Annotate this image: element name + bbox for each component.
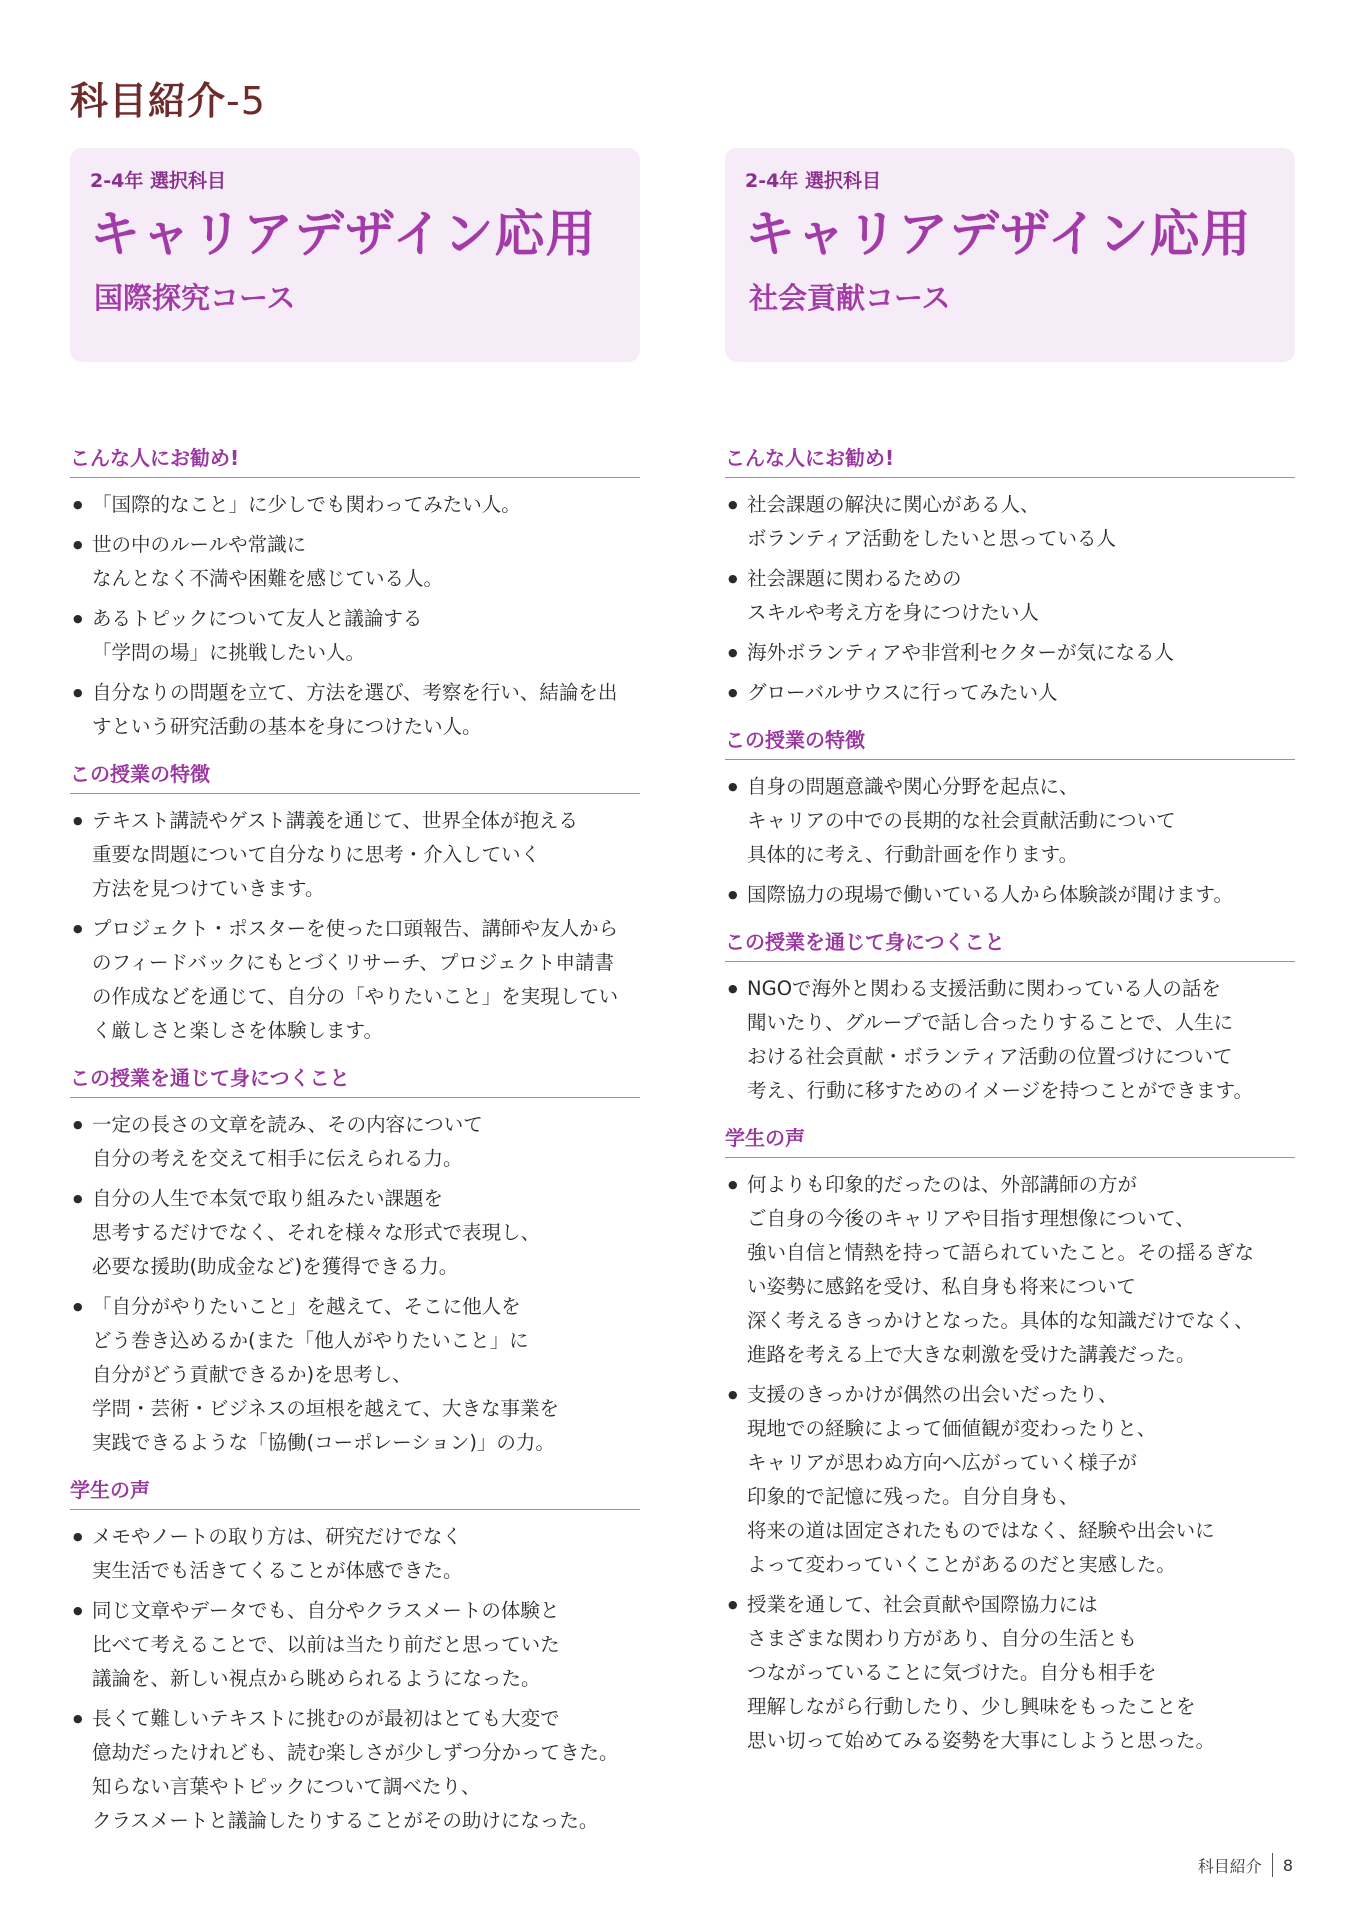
course-title: キャリアデザイン応用 <box>90 205 597 263</box>
page-title-text: 科目紹介 <box>70 79 227 123</box>
course-header-box <box>725 148 1295 362</box>
bullet-list <box>725 770 1295 912</box>
list-item-line: 億劫だったけれども、読む楽しさが少しずつ分かってきた。 <box>92 1741 619 1764</box>
footer-divider <box>1272 1853 1273 1877</box>
list-item-line: 思考するだけでなく、それを様々な形式で表現し、 <box>92 1221 541 1244</box>
list-item <box>725 1378 1295 1582</box>
page-footer <box>1198 1853 1293 1877</box>
list-item-line: ● 同じ文章やデータでも、自分やクラスメートの体験と <box>92 1599 560 1622</box>
list-item-line: ボランティア活動をしたいと思っている人 <box>747 527 1116 550</box>
list-item-line: ● 自分の人生で本気で取り組みたい課題を <box>92 1187 444 1210</box>
list-item-line: 現地での経験によって価値観が変わったりと、 <box>747 1417 1157 1440</box>
list-item <box>70 602 640 670</box>
page-title-number: -5 <box>226 79 266 123</box>
section-heading: この授業の特徴 <box>725 724 1295 760</box>
list-item-line: おける社会貢献・ボランティア活動の位置づけについて <box>747 1045 1233 1068</box>
bullet-list <box>70 1108 640 1460</box>
list-item-line: ● メモやノートの取り方は、研究だけでなく <box>92 1525 462 1548</box>
list-item <box>725 562 1295 630</box>
list-item-line: クラスメートと議論したりすることがその助けになった。 <box>92 1809 599 1832</box>
list-item-line: さまざまな関わり方があり、自分の生活とも <box>747 1627 1138 1650</box>
section-heading: この授業の特徴 <box>70 758 640 794</box>
list-item <box>725 1588 1295 1758</box>
list-item <box>70 1520 640 1588</box>
list-item <box>725 488 1295 556</box>
list-item <box>725 676 1295 710</box>
list-item-line: ● 自身の問題意識や関心分野を起点に、 <box>747 775 1079 798</box>
list-item-line: スキルや考え方を身につけたい人 <box>747 601 1039 624</box>
section-heading: こんな人にお勧め! <box>725 442 1295 478</box>
list-item-line: ● 授業を通して、社会貢献や国際協力には <box>747 1593 1098 1616</box>
course-sections <box>725 442 1295 1758</box>
list-item-line: ● プロジェクト・ポスターを使った口頭報告、講師や友人から <box>92 917 619 940</box>
section-heading: この授業を通じて身につくこと <box>725 926 1295 962</box>
list-item <box>70 1594 640 1696</box>
list-item-line: い姿勢に感銘を受け、私自身も将来について <box>747 1275 1136 1298</box>
list-item-line: 方法を見つけていきます。 <box>92 877 325 900</box>
list-item-line: ● あるトピックについて友人と議論する <box>92 607 423 630</box>
list-item <box>725 972 1295 1108</box>
list-item-line: ご自身の今後のキャリアや目指す理想像について、 <box>747 1207 1195 1230</box>
list-item-line: 理解しながら行動したり、少し興味をもったことを <box>747 1695 1196 1718</box>
list-item-line: 具体的に考え、行動計画を作ります。 <box>747 843 1079 866</box>
section-heading: この授業を通じて身につくこと <box>70 1062 640 1098</box>
list-item <box>725 1168 1295 1372</box>
list-item-line: 自分の考えを交えて相手に伝えられる力。 <box>92 1147 463 1170</box>
list-item-line: 知らない言葉やトピックについて調べたり、 <box>92 1775 481 1798</box>
course-header-box <box>70 148 640 362</box>
list-item-line: なんとなく不満や困難を感じている人。 <box>92 567 444 590</box>
list-item-line: 必要な援助(助成金など)を獲得できる力。 <box>92 1255 459 1278</box>
section-heading: こんな人にお勧め! <box>70 442 640 478</box>
list-item-line: ● 海外ボランティアや非営利セクターが気になる人 <box>747 641 1175 664</box>
page-title <box>70 70 266 125</box>
list-item-line: 進路を考える上で大きな刺激を受けた講義だった。 <box>747 1343 1196 1366</box>
section-heading: 学生の声 <box>725 1122 1295 1158</box>
list-item <box>70 1182 640 1284</box>
page-number: 8 <box>1282 1855 1293 1875</box>
list-item-line: すという研究活動の基本を身につけたい人。 <box>92 715 482 738</box>
list-item-line: よって変わっていくことがあるのだと実感した。 <box>747 1553 1176 1576</box>
list-item-line: 聞いたり、グループで話し合ったりすることで、人生に <box>747 1011 1234 1034</box>
course-subtitle: 国際探究コース <box>94 281 296 315</box>
list-item-line: 重要な問題について自分なりに思考・介入していく <box>92 843 541 866</box>
list-item <box>70 488 640 522</box>
bullet-list <box>70 488 640 744</box>
list-item-line: キャリアが思わぬ方向へ広がっていく様子が <box>747 1451 1138 1474</box>
list-item-line: のフィードバックにもとづくリサーチ、プロジェクト申請書 <box>92 951 615 974</box>
bullet-list <box>725 488 1295 710</box>
course-subtitle: 社会貢献コース <box>749 281 951 315</box>
list-item-line: 「学問の場」に挑戦したい人。 <box>92 641 366 664</box>
list-item <box>70 528 640 596</box>
list-item-line: キャリアの中での長期的な社会貢献活動について <box>747 809 1176 832</box>
list-item-line: 実践できるような「協働(コーポレーション)」の力。 <box>92 1431 555 1454</box>
list-item-line: ● 支援のきっかけが偶然の出会いだったり、 <box>747 1383 1118 1406</box>
bullet-list <box>70 804 640 1048</box>
list-item-line: 深く考えるきっかけとなった。具体的な知識だけでなく、 <box>747 1309 1254 1332</box>
list-item-line: 自分がどう貢献できるか)を思考し、 <box>92 1363 412 1386</box>
list-item-line: 実生活でも活きてくることが体感できた。 <box>92 1559 463 1582</box>
section-heading: 学生の声 <box>70 1474 640 1510</box>
list-item-line: どう巻き込めるか(また「他人がやりたいこと」に <box>92 1329 529 1352</box>
list-item-line: ● 何よりも印象的だったのは、外部講師の方が <box>747 1173 1138 1196</box>
list-item <box>725 636 1295 670</box>
list-item <box>70 676 640 744</box>
course-title: キャリアデザイン応用 <box>745 205 1252 263</box>
course-year: 2-4年 選択科目 <box>745 170 881 192</box>
course-column-social <box>725 148 1295 1772</box>
list-item-line: 学問・芸術・ビジネスの垣根を越えて、大きな事業を <box>92 1397 560 1420</box>
list-item <box>70 1108 640 1176</box>
list-item-line: ● 自分なりの問題を立て、方法を選び、考察を行い、結論を出 <box>92 681 618 704</box>
course-column-international <box>70 148 640 1852</box>
course-sections <box>70 442 640 1838</box>
bullet-list <box>725 1168 1295 1758</box>
list-item-line: 考え、行動に移すためのイメージを持つことができます。 <box>747 1079 1254 1102</box>
list-item-line: ● 「自分がやりたいこと」を越えて、そこに他人を <box>92 1295 521 1318</box>
list-item <box>70 912 640 1048</box>
list-item-line: ● 社会課題に関わるための <box>747 567 962 590</box>
list-item-line: ● NGOで海外と関わる支援活動に関わっている人の話を <box>747 977 1221 1000</box>
list-item <box>725 878 1295 912</box>
list-item-line: つながっていることに気づけた。自分も相手を <box>747 1661 1157 1684</box>
footer-label: 科目紹介 <box>1197 1856 1262 1876</box>
list-item-line: 強い自信と情熱を持って語られていたこと。その揺るぎな <box>747 1241 1255 1264</box>
list-item-line: ● 世の中のルールや常識に <box>92 533 307 556</box>
list-item-line: ● 「国際的なこと」に少しでも関わってみたい人。 <box>92 493 521 516</box>
bullet-list <box>725 972 1295 1108</box>
list-item-line: ● テキスト講読やゲスト講義を通じて、世界全体が抱える <box>92 809 578 832</box>
list-item-line: 思い切って始めてみる姿勢を大事にしようと思った。 <box>747 1729 1216 1752</box>
list-item <box>70 804 640 906</box>
list-item-line: ● 社会課題の解決に関心がある人、 <box>747 493 1040 516</box>
course-year: 2-4年 選択科目 <box>90 170 226 192</box>
list-item-line: ● 長くて難しいテキストに挑むのが最初はとても大変で <box>92 1707 560 1730</box>
list-item <box>70 1290 640 1460</box>
list-item-line: く厳しさと楽しさを体験します。 <box>92 1019 383 1042</box>
list-item-line: の作成などを通じて、自分の「やりたいこと」を実現してい <box>92 985 619 1008</box>
list-item-line: ● 一定の長さの文章を読み、その内容について <box>92 1113 483 1136</box>
list-item-line: ● グローバルサウスに行ってみたい人 <box>747 681 1058 704</box>
list-item <box>70 1702 640 1838</box>
list-item-line: ● 国際協力の現場で働いている人から体験談が聞けます。 <box>747 883 1233 906</box>
list-item-line: 将来の道は固定されたものではなく、経験や出会いに <box>747 1519 1215 1542</box>
list-item-line: 比べて考えることで、以前は当たり前だと思っていた <box>92 1633 560 1656</box>
list-item-line: 印象的で記憶に残った。自分自身も、 <box>747 1485 1079 1508</box>
list-item <box>725 770 1295 872</box>
bullet-list <box>70 1520 640 1838</box>
list-item-line: 議論を、新しい視点から眺められるようになった。 <box>92 1667 541 1690</box>
